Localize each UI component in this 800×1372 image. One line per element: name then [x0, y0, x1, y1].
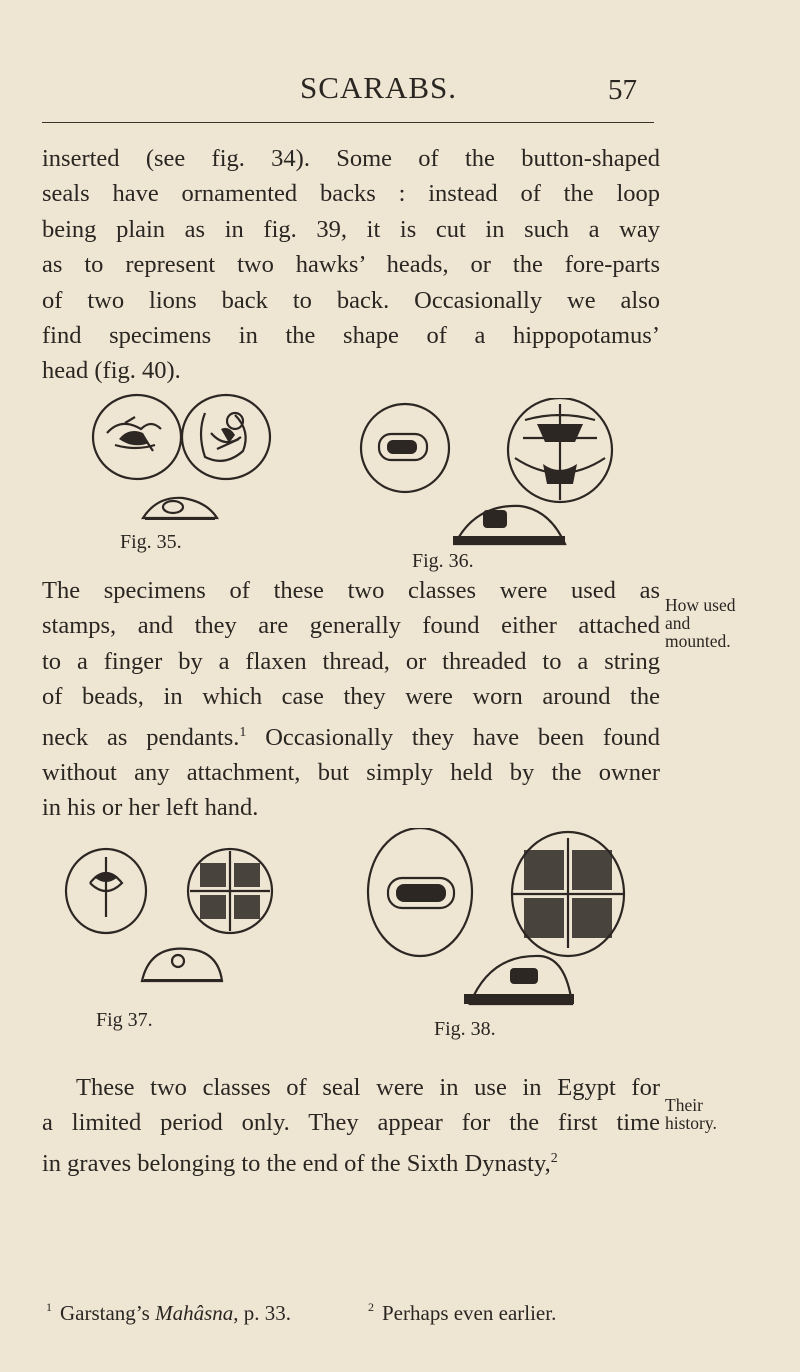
text-line: find specimens in the shape of a hippopotamus’: [42, 322, 660, 350]
text-line: as to represent two hawks’ heads, or the fore-parts: [42, 251, 660, 279]
paragraph-seals-backs: [42, 141, 660, 389]
text-line: of two lions back to back. Occasionally we also: [42, 286, 660, 314]
text-fragment: in graves belonging to the end of the Sixth Dynasty,: [42, 1149, 551, 1177]
figure-35-caption: Fig. 35.: [120, 531, 182, 553]
paragraph-history: [42, 1070, 660, 1181]
footnote-text: Perhaps even earlier.: [382, 1301, 557, 1325]
footnote-ref-2[interactable]: 2: [550, 1150, 558, 1166]
text-line: being plain as in fig. 39, it is cut in such a way: [42, 215, 660, 243]
text-line: head (fig. 40).: [42, 357, 181, 385]
footnote-2: [368, 1300, 556, 1326]
figure-36: [355, 398, 615, 572]
figure-38: [360, 828, 630, 1040]
margin-note-line: Their: [665, 1095, 703, 1115]
text-line: inserted (see fig. 34). Some of the button-shaped: [42, 145, 660, 172]
footnote-text: Garstang’s: [60, 1301, 150, 1325]
text-line: a limited period only. They appear for the first time: [42, 1109, 660, 1137]
text-line: stamps, and they are generally found either attached: [42, 612, 660, 640]
footnote-mark: 1: [46, 1300, 52, 1314]
margin-note-line: How used: [665, 595, 736, 615]
figure-36-caption: Fig. 36.: [412, 550, 474, 572]
paragraph-how-used: [42, 573, 660, 826]
text-line: to a finger by a flaxen thread, or threaded to a string: [42, 647, 660, 675]
text-fragment: Occasionally they have been found: [265, 723, 661, 751]
text-line: of beads, in which case they were worn around the: [42, 683, 660, 711]
figure-37-drawing: [60, 845, 300, 985]
text-fragment: neck as pendants.: [42, 723, 240, 751]
text-line: without any attachment, but simply held by the owner: [42, 759, 660, 787]
text-line: in his or her left hand.: [42, 794, 259, 822]
footnote-ref-1[interactable]: 1: [239, 724, 247, 740]
running-title: SCARABS.: [300, 70, 458, 105]
figure-37-caption: Fig 37.: [96, 1009, 153, 1031]
footnote-title: Mahâsna: [155, 1301, 234, 1325]
margin-note-line: and: [665, 613, 691, 633]
footnote-page: , p. 33.: [233, 1301, 291, 1325]
figure-36-drawing: [355, 398, 615, 548]
margin-note-how-used: [665, 596, 735, 650]
footnote-mark: 2: [368, 1300, 374, 1314]
text-line: These two classes of seal were in use in Egypt for: [76, 1074, 660, 1101]
margin-note-their-history: [665, 1096, 717, 1132]
figure-35-drawing: [85, 393, 285, 525]
page-number: 57: [608, 74, 637, 106]
figure-38-caption: Fig. 38.: [434, 1018, 496, 1040]
text-line: The specimens of these two classes were used as: [42, 577, 660, 604]
footnote-1: [46, 1300, 291, 1326]
text-line: seals have ornamented backs : instead of the loop: [42, 180, 660, 208]
figure-35: [85, 393, 285, 553]
header-rule: [42, 122, 654, 123]
text-line: [42, 1141, 660, 1181]
margin-note-line: history.: [665, 1113, 717, 1133]
running-head: [0, 70, 800, 110]
text-line: [42, 715, 660, 755]
margin-note-line: mounted.: [665, 631, 731, 651]
figure-38-drawing: [360, 828, 630, 1008]
figure-37: [60, 845, 300, 1031]
